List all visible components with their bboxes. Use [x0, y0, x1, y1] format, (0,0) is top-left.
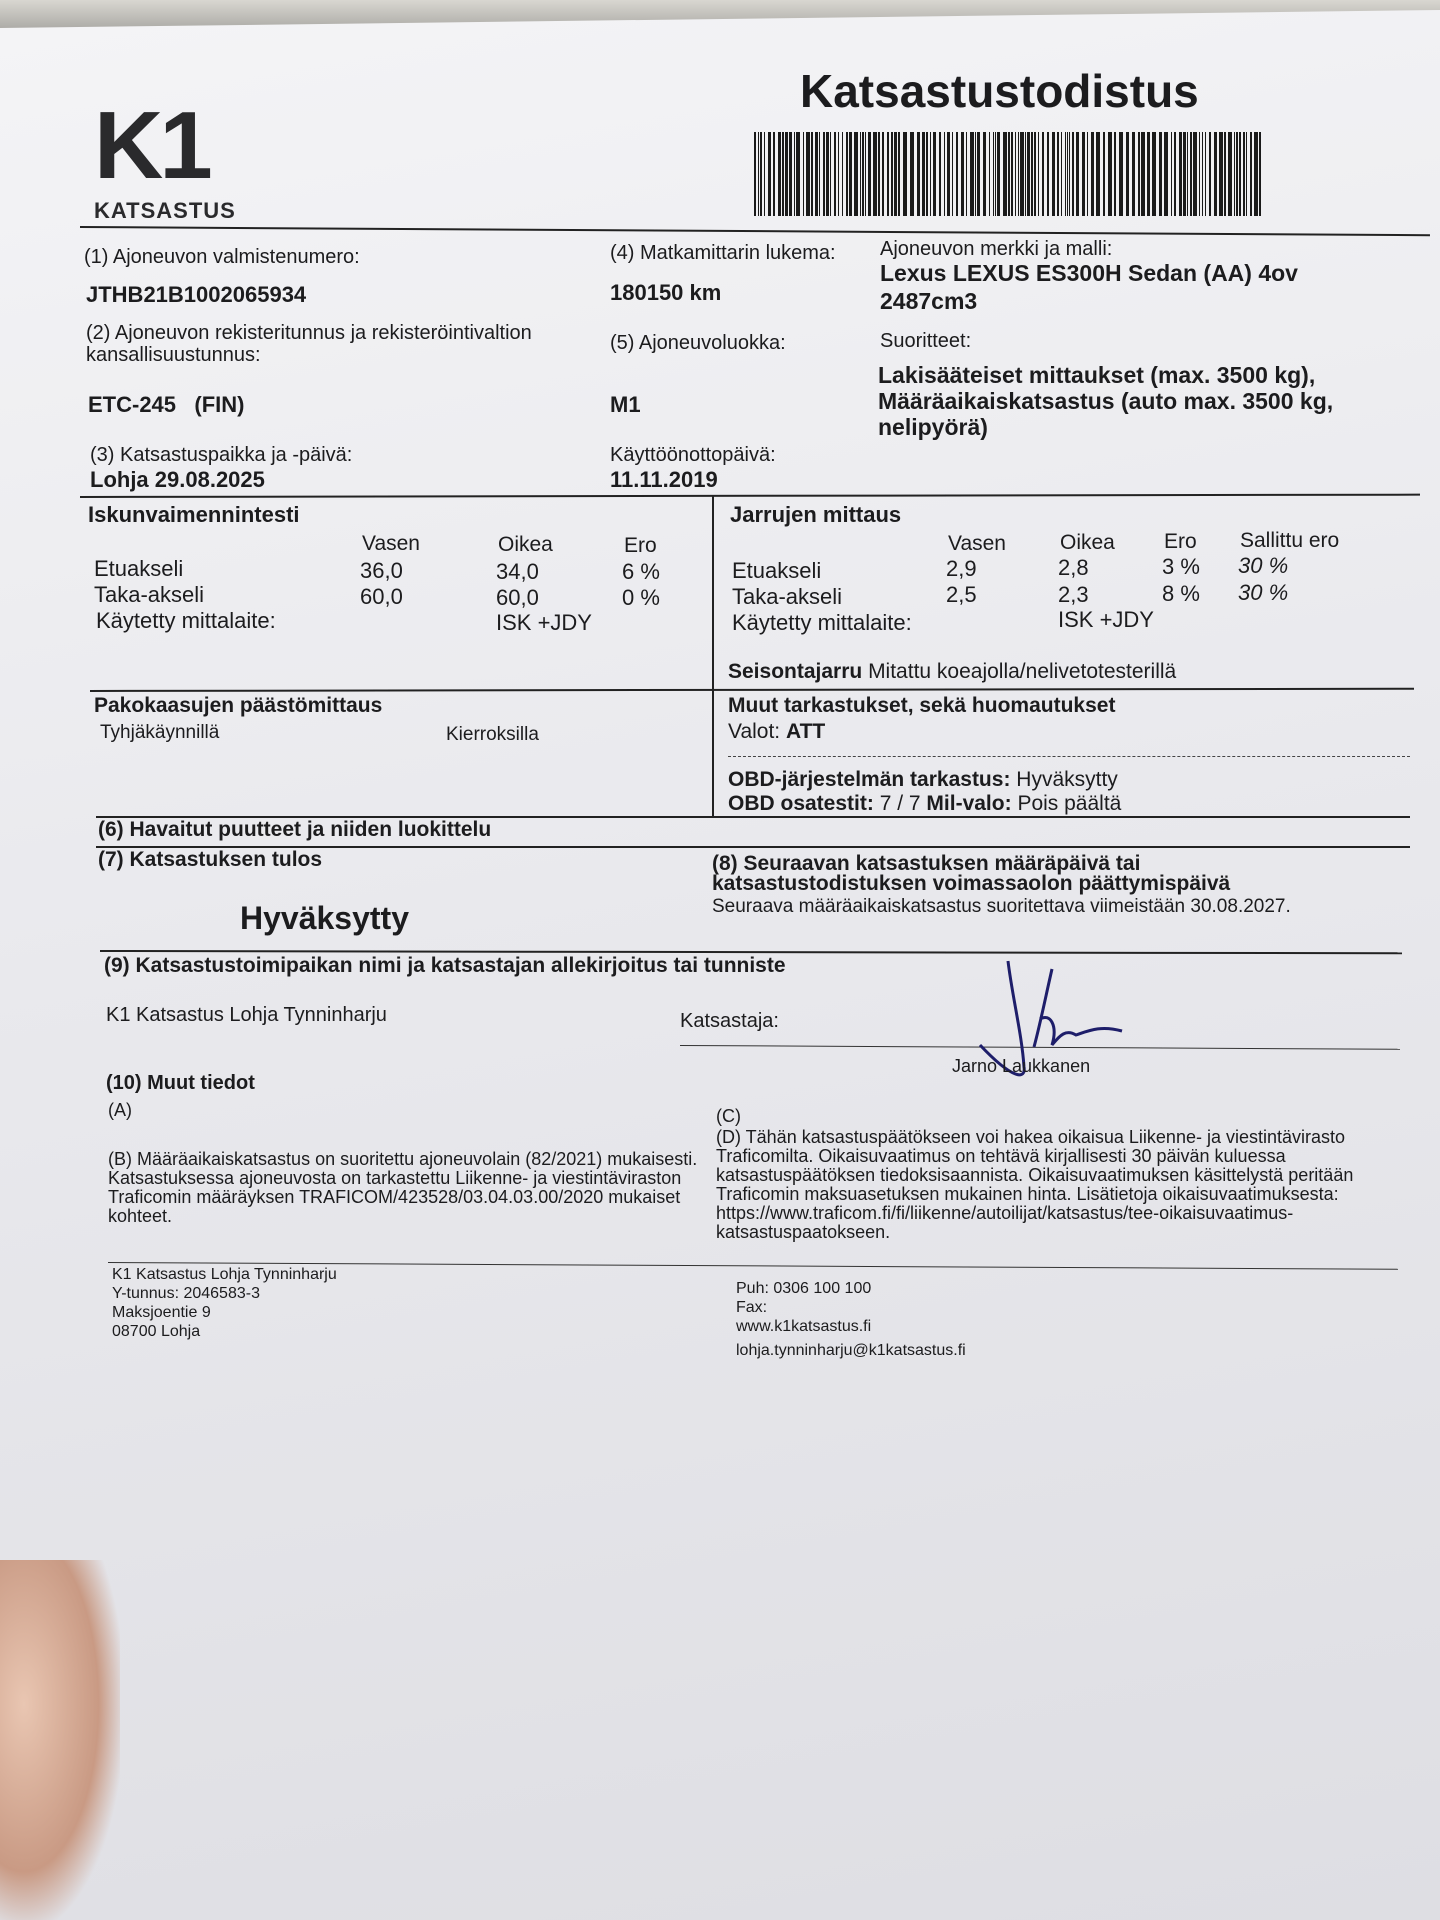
barcode-bar — [811, 132, 813, 216]
brake-col-right: Oikea — [1060, 531, 1115, 554]
barcode-bar — [1034, 132, 1036, 216]
lights-label: Valot: — [728, 720, 781, 743]
next-inspection-text: Seuraava määräaikaiskatsastus suoritettava viimeistään 30.08.2027. — [712, 896, 1291, 917]
barcode-bar — [819, 132, 820, 216]
station-name: K1 Katsastus Lohja Tynninharju — [106, 1004, 387, 1026]
odometer-label: (4) Matkamittarin lukema: — [610, 242, 836, 264]
emissions-rpm: Kierroksilla — [446, 724, 539, 745]
barcode-bar — [849, 132, 852, 216]
shock-row-right: 60,0 — [496, 585, 539, 610]
barcode-bar — [997, 132, 1000, 216]
barcode-bar — [1072, 132, 1074, 216]
shock-device-label: Käytetty mittalaite: — [96, 608, 276, 633]
barcode-bar — [878, 132, 880, 216]
barcode-bar — [917, 132, 920, 216]
other-checks-title: Muut tarkastukset, sekä huomautukset — [728, 694, 1116, 717]
barcode-bar — [1164, 132, 1168, 216]
brake-row-diff: 3 % — [1162, 554, 1200, 579]
barcode-bar — [873, 132, 877, 216]
brake-col-left: Vasen — [948, 532, 1006, 555]
barcode-bar — [834, 132, 836, 216]
footer-phone: Puh: 0306 100 100 — [736, 1280, 872, 1297]
shock-row-left: 36,0 — [360, 558, 403, 583]
logo-subtitle: KATSASTUS — [94, 198, 236, 223]
barcode-bar — [1132, 132, 1135, 216]
barcode-bar — [754, 132, 756, 216]
shock-col-left: Vasen — [362, 532, 420, 555]
barcode-bar — [815, 132, 818, 216]
footer-fax: Fax: — [736, 1299, 768, 1316]
parking-brake-value: Mitattu koeajolla/nelivetotesterillä — [868, 660, 1177, 683]
registration-value: ETC-245 (FIN) — [88, 392, 245, 417]
barcode-bar — [760, 132, 762, 216]
barcode-bar — [838, 132, 839, 216]
barcode-bar — [1126, 132, 1129, 216]
brake-row-allowed: 30 % — [1238, 553, 1289, 578]
other-info-a: (A) — [108, 1100, 132, 1120]
barcode-bar — [1015, 132, 1016, 216]
inspector-name: Jarno Laukkanen — [952, 1056, 1091, 1076]
barcode-bar — [1096, 132, 1100, 216]
mil-value: Pois päältä — [1017, 792, 1122, 815]
shock-row-left: 60,0 — [360, 584, 403, 609]
barcode-bar — [1171, 132, 1172, 216]
barcode-bar — [1234, 132, 1235, 216]
barcode-bar — [1138, 132, 1140, 216]
logo-brand: K1 — [94, 92, 209, 199]
barcode-bar — [1091, 132, 1094, 216]
barcode-bar — [930, 132, 931, 216]
brake-test-title: Jarrujen mittaus — [730, 502, 902, 527]
holding-hand — [0, 1560, 120, 1920]
document-title: Katsastustodistus — [800, 65, 1199, 117]
barcode-bar — [1087, 132, 1088, 216]
barcode-bar — [782, 132, 784, 216]
parking-brake — [728, 660, 1176, 684]
barcode-bar — [1246, 132, 1247, 216]
brake-col-diff: Ero — [1164, 530, 1197, 553]
barcode-bar — [865, 132, 866, 216]
emissions-title: Pakokaasujen päästömittaus — [94, 694, 383, 717]
vehicle-class-label: (5) Ajoneuvoluokka: — [610, 332, 786, 354]
other-info-d: (D) Tähän katsastuspäätökseen voi hakea oikaisua Liikenne- ja viestintävirasto Traficomilta. Oikaisuvaatimus on tehtävä kirjallisesti 30 päivän kuluessa katsastuspäätöksen tiedoksisaannista. Oikaisuvaatimuksen käsittelystä peritään Traficomin maksuasetuksen mukainen hinta. Lisätietoja oikaisuvaatimuksesta: https://www.traficom.fi/fi/liikenne/autoilijat/katsastus/tee-oikaisuvaatimus-katsastuspaatokseen. — [716, 1127, 1354, 1242]
barcode-bar — [868, 132, 871, 216]
barcode-bar — [1147, 132, 1150, 216]
place-date-value: Lohja 29.08.2025 — [90, 467, 265, 492]
obd-check — [728, 768, 1118, 792]
obd-tests-label: OBD osatestit: — [728, 792, 874, 815]
barcode-bar — [1069, 132, 1070, 216]
shock-row-axle: Taka-akseli — [94, 582, 205, 607]
barcode-bar — [1214, 132, 1217, 216]
brake-row-right: 2,3 — [1058, 582, 1089, 607]
barcode-bar — [1199, 132, 1200, 216]
barcode-bar — [1141, 132, 1145, 216]
vehicle-class-value: M1 — [610, 392, 641, 417]
barcode-bar — [966, 132, 967, 216]
commission-date-value: 11.11.2019 — [610, 467, 718, 492]
next-inspection-title-1: (8) Seuraavan katsastuksen määräpäivä tai — [712, 852, 1141, 875]
barcode-bar — [1187, 132, 1188, 216]
barcode-bar — [1025, 132, 1026, 216]
mil-label: Mil-valo: — [926, 792, 1012, 815]
barcode-bar — [789, 132, 792, 216]
shock-col-diff: Ero — [624, 534, 657, 557]
vehicle-model-label: Ajoneuvon merkki ja malli: — [880, 238, 1113, 260]
brake-device-value: ISK +JDY — [1058, 607, 1154, 632]
brake-row-axle: Etuakseli — [732, 558, 822, 583]
barcode-bar — [1239, 132, 1241, 216]
barcode-bar — [1159, 132, 1162, 216]
barcode-bar — [1027, 132, 1030, 216]
barcode-bar — [1018, 132, 1019, 216]
obd-subtests — [728, 792, 1121, 816]
barcode-bar — [768, 132, 771, 216]
vehicle-model-line2: 2487cm3 — [880, 288, 978, 314]
shock-row-axle: Etuakseli — [94, 556, 184, 581]
barcode-bar — [1031, 132, 1033, 216]
barcode-bar — [823, 132, 825, 216]
station-title: (9) Katsastustoimipaikan nimi ja katsastajan allekirjoitus tai tunniste — [104, 954, 786, 977]
shock-device-value: ISK +JDY — [496, 610, 592, 635]
commission-date-label: Käyttöönottopäivä: — [610, 444, 776, 466]
footer-postal: 08700 Lohja — [112, 1323, 201, 1340]
performed-line3: nelipyörä) — [878, 414, 988, 440]
barcode-bar — [1047, 132, 1049, 216]
lights-value: ATT — [786, 720, 826, 743]
brake-row-diff: 8 % — [1162, 581, 1200, 606]
barcode-bar — [854, 132, 858, 216]
footer-web: www.k1katsastus.fi — [736, 1318, 872, 1335]
barcode-bar — [796, 132, 800, 216]
obd-label: OBD-järjestelmän tarkastus: — [728, 768, 1011, 791]
barcode-bar — [1011, 132, 1013, 216]
barcode-bar — [1008, 132, 1010, 216]
barcode-bar — [1103, 132, 1105, 216]
barcode-bar — [926, 132, 928, 216]
barcode-bar — [1052, 132, 1055, 216]
barcode-bar — [944, 132, 945, 216]
barcode-bar — [933, 132, 936, 216]
other-info-c: (C) — [716, 1106, 741, 1126]
brake-row-right: 2,8 — [1058, 555, 1089, 580]
barcode-bar — [891, 132, 893, 216]
inspector-label: Katsastaja: — [680, 1010, 779, 1032]
barcode-bar — [1152, 132, 1156, 216]
barcode-bar — [1108, 132, 1112, 216]
barcode-bar — [1076, 132, 1079, 216]
barcode-bar — [1259, 132, 1261, 216]
barcode-bar — [952, 132, 953, 216]
barcode-bar — [826, 132, 829, 216]
barcode-bar — [803, 132, 804, 216]
barcode-bar — [947, 132, 950, 216]
barcode-bar — [1202, 132, 1203, 216]
barcode-bar — [882, 132, 884, 216]
barcode-bar — [794, 132, 795, 216]
barcode-bar — [887, 132, 889, 216]
emissions-idle: Tyhjäkäynnillä — [100, 722, 220, 743]
barcode-bar — [898, 132, 900, 216]
barcode-bar — [894, 132, 897, 216]
parking-brake-label: Seisontajarru — [728, 660, 863, 683]
barcode-bar — [830, 132, 831, 216]
barcode-bar — [1057, 132, 1059, 216]
barcode-bar — [1114, 132, 1116, 216]
place-date-label: (3) Katsastuspaikka ja -päivä: — [90, 444, 353, 466]
barcode-bar — [939, 132, 941, 216]
result-title: (7) Katsastuksen tulos — [98, 848, 323, 871]
barcode-bar — [970, 132, 974, 216]
k1-logo — [94, 92, 236, 224]
barcode-bar — [1082, 132, 1085, 216]
barcode-bar — [1224, 132, 1226, 216]
barcode-bar — [842, 132, 843, 216]
odometer-value: 180150 km — [610, 280, 722, 305]
brake-row-left: 2,9 — [946, 556, 977, 581]
barcode-bar — [1183, 132, 1186, 216]
footer-email: lohja.tynninharju@k1katsastus.fi — [736, 1342, 966, 1359]
barcode-bar — [1042, 132, 1044, 216]
vin-value: JTHB21B1002065934 — [86, 282, 307, 307]
barcode-bar — [922, 132, 925, 216]
brake-row-left: 2,5 — [946, 582, 977, 607]
barcode-bar — [1190, 132, 1192, 216]
barcode-bar — [758, 132, 759, 216]
result-value: Hyväksytty — [240, 900, 409, 936]
footer-business-id: Y-tunnus: 2046583-3 — [112, 1285, 260, 1302]
checks-dotted-divider — [728, 756, 1410, 757]
shock-row-diff: 0 % — [622, 585, 660, 610]
barcode-bar — [1193, 132, 1197, 216]
barcode-bar — [862, 132, 864, 216]
barcode-bar — [1003, 132, 1007, 216]
barcode-bar — [989, 132, 990, 216]
brake-row-axle: Taka-akseli — [732, 584, 843, 609]
obd-tests-value: 7 / 7 — [879, 792, 921, 815]
barcode-bar — [1119, 132, 1123, 216]
barcode-bar — [1254, 132, 1258, 216]
shock-row-diff: 6 % — [622, 559, 660, 584]
barcode-bar — [1219, 132, 1223, 216]
shock-col-right: Oikea — [498, 533, 553, 556]
brake-device-label: Käytetty mittalaite: — [732, 610, 912, 635]
barcode-bar — [806, 132, 810, 216]
footer-street: Maksjoentie 9 — [112, 1304, 211, 1321]
barcode-bar — [983, 132, 986, 216]
barcode-bar — [1020, 132, 1024, 216]
barcode-bar — [773, 132, 775, 216]
barcode-bar — [956, 132, 958, 216]
barcode-bar — [1228, 132, 1232, 216]
barcode-bar — [975, 132, 976, 216]
barcode-bar — [1061, 132, 1062, 216]
barcode-bar — [778, 132, 781, 216]
measurement-vertical-divider — [712, 496, 714, 816]
next-inspection-title-2: katsastustodistuksen voimassaolon päättymispäivä — [712, 872, 1231, 895]
barcode-bar — [910, 132, 914, 216]
other-info-b: (B) Määräaikaiskatsastus on suoritettu ajoneuvolain (82/2021) mukaisesti. Katsastuksessa ajoneuvosta on tarkastettu Liikenne- ja viestintäviraston Traficomin määräyksen TRAFICOM/423528/03.04.03.00/2020 mukaiset kohteet. — [108, 1149, 698, 1226]
barcode-bar — [1243, 132, 1245, 216]
shock-test-title: Iskunvaimennintesti — [88, 502, 300, 527]
barcode-bar — [764, 132, 765, 216]
shock-row-right: 34,0 — [496, 559, 539, 584]
obd-value: Hyväksytty — [1016, 768, 1118, 791]
brake-row-allowed: 30 % — [1238, 580, 1289, 605]
registration-label-2: kansallisuustunnus: — [86, 344, 261, 366]
other-info-title: (10) Muut tiedot — [106, 1072, 255, 1094]
performed-label: Suoritteet: — [880, 330, 972, 352]
defects-title: (6) Havaitut puutteet ja niiden luokittelu — [98, 818, 492, 841]
registration-label-1: (2) Ajoneuvon rekisteritunnus ja rekisteröintivaltion — [86, 322, 532, 344]
barcode-bar — [1067, 132, 1068, 216]
barcode-bar — [961, 132, 964, 216]
barcode-bar — [846, 132, 848, 216]
barcode-bar — [1209, 132, 1211, 216]
performed-line1: Lakisääteiset mittaukset (max. 3500 kg), — [878, 362, 1316, 388]
footer-company: K1 Katsastus Lohja Tynninharju — [112, 1266, 337, 1283]
barcode-bar — [1205, 132, 1206, 216]
barcode-bar — [1174, 132, 1176, 216]
barcode-bar — [977, 132, 980, 216]
barcode-bar — [1065, 132, 1066, 216]
barcode-bar — [995, 132, 996, 216]
vin-label: (1) Ajoneuvon valmistenumero: — [84, 246, 360, 268]
performed-line2: Määräaikaiskatsastus (auto max. 3500 kg, — [878, 388, 1334, 414]
barcode-bar — [1250, 132, 1252, 216]
barcode-bar — [785, 132, 788, 216]
brake-col-allowed: Sallittu ero — [1240, 529, 1340, 552]
barcode-bar — [993, 132, 994, 216]
vehicle-model-line1: Lexus LEXUS ES300H Sedan (AA) 4ov — [880, 260, 1298, 286]
barcode-bar — [903, 132, 907, 216]
barcode-bar — [1038, 132, 1039, 216]
barcode-bar — [1179, 132, 1182, 216]
barcode-bar — [860, 132, 861, 216]
lights-check — [728, 720, 825, 744]
barcode-icon — [754, 132, 1264, 216]
barcode-bar — [1236, 132, 1238, 216]
